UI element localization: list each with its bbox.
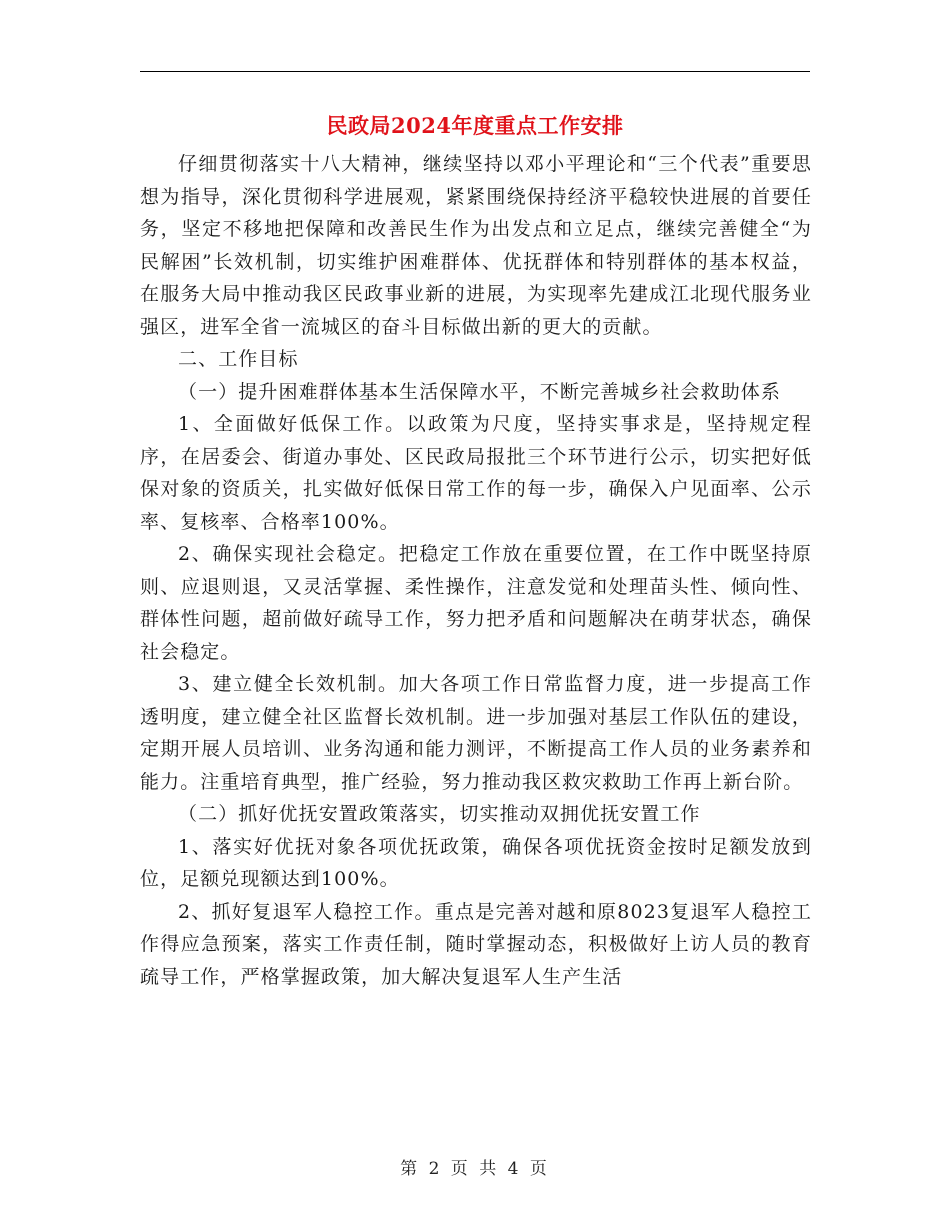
paragraph-item: 1、全面做好低保工作。以政策为尺度，坚持实事求是，坚持规定程序，在居委会、街道办事处、区民政局报批三个环节进行公示，切实把好低保对象的资质关，扎实做好低保日常工作的每一步，确保入户见面率、公示率、复核率、合格率100%。	[140, 413, 812, 533]
paragraph-item: 3、建立健全长效机制。加大各项工作日常监督力度，进一步提高工作透明度，建立健全社区监督长效机制。进一步加强对基层工作队伍的建设，定期开展人员培训、业务沟通和能力测评，不断提高工作人员的业务素养和能力。注重培育典型，推广经验，努力推动我区救灾救助工作再上新台阶。	[140, 673, 812, 793]
paragraph-item: 2、抓好复退军人稳控工作。重点是完善对越和原8023复退军人稳控工作得应急预案，落实工作责任制，随时掌握动态，积极做好上访人员的教育疏导工作，严格掌握政策，加大解决复退军人生产生活	[140, 900, 812, 988]
page-number: 2	[428, 1159, 443, 1179]
page-footer	[0, 1154, 950, 1179]
intro-paragraph: 仔细贯彻落实十八大精神，继续坚持以邓小平理论和“三个代表”重要思想为指导，深化贯彻科学进展观，紧紧围绕保持经济平稳较快进展的首要任务，坚定不移地把保障和改善民生作为出发点和立足点，继续完善健全“为民解困”长效机制，切实维护困难群体、优抚群体和特别群体的基本权益，在服务大局中推动我区民政事业新的进展，为实现率先建成江北现代服务业强区，进军全省一流城区的奋斗目标做出新的更大的贡献。	[140, 153, 812, 338]
section-heading-goals: 二、工作目标	[178, 348, 299, 370]
header-rule	[140, 71, 810, 72]
page-total: 4	[507, 1159, 522, 1179]
document-body	[140, 148, 812, 993]
document-title: 民政局2024年度重点工作安排	[326, 113, 624, 138]
footer-prefix: 第	[400, 1159, 421, 1179]
footer-suffix: 页	[529, 1159, 550, 1179]
subsection-heading-2: （二）抓好优抚安置政策落实，切实推动双拥优抚安置工作	[178, 803, 701, 825]
footer-middle: 页 共	[450, 1159, 500, 1179]
paragraph-item: 2、确保实现社会稳定。把稳定工作放在重要位置，在工作中既坚持原则、应退则退，又灵活掌握、柔性操作，注意发觉和处理苗头性、倾向性、群体性问题，超前做好疏导工作，努力把矛盾和问题解决在萌芽状态，确保社会稳定。	[140, 543, 812, 663]
subsection-heading-1: （一）提升困难群体基本生活保障水平，不断完善城乡社会救助体系	[178, 380, 782, 403]
paragraph-item: 1、落实好优抚对象各项优抚政策，确保各项优抚资金按时足额发放到位，足额兑现额达到100%。	[140, 835, 812, 890]
